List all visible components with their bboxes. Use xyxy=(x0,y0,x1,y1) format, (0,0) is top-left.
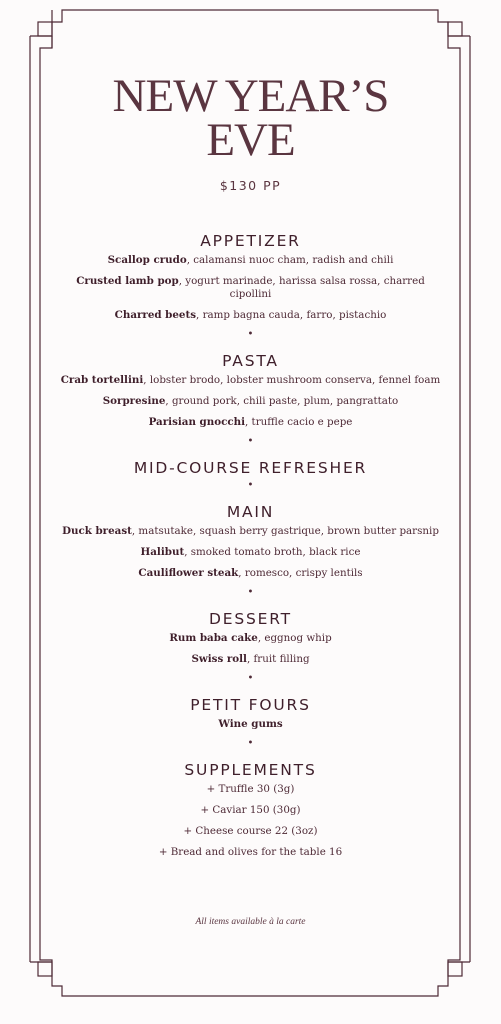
section-heading: MAIN xyxy=(226,503,275,521)
menu-item xyxy=(30,254,471,267)
menu-item xyxy=(30,825,471,838)
menu-item xyxy=(30,567,471,580)
title-line-1: NEW YEAR’S xyxy=(112,70,389,122)
menu-item xyxy=(30,653,471,666)
menu-item-description: + Cheese course 22 (3oz) xyxy=(183,825,318,837)
menu-item xyxy=(30,309,471,322)
menu-item-description: , ground pork, chili paste, plum, pangrattato xyxy=(165,395,399,407)
menu-item-name: Parisian gnocchi xyxy=(148,416,246,428)
menu-title xyxy=(30,70,471,166)
menu-item xyxy=(30,275,471,301)
menu-item-name: Cauliflower steak xyxy=(138,567,239,579)
menu-item-description: , fruit filling xyxy=(246,653,310,665)
section-separator: • xyxy=(247,329,254,340)
title-line-2: EVE xyxy=(206,114,295,166)
menu-item-description: , truffle cacio e pepe xyxy=(245,416,353,428)
menu-item-name: Rum baba cake xyxy=(169,632,258,644)
section-separator: • xyxy=(247,436,254,447)
menu-section xyxy=(30,610,471,684)
section-heading: PASTA xyxy=(222,352,279,370)
menu-section xyxy=(30,459,471,491)
menu-section xyxy=(30,761,471,859)
menu-item-description: , romesco, crispy lentils xyxy=(238,567,363,579)
menu-item-description: + Bread and olives for the table 16 xyxy=(158,846,343,858)
menu-item-description: , matsutake, squash berry gastrique, brown butter parsnip xyxy=(131,525,439,537)
menu-item-name: Swiss roll xyxy=(191,653,247,665)
menu-item-name: Charred beets xyxy=(114,309,197,321)
menu-section xyxy=(30,503,471,598)
menu-item-name: Duck breast xyxy=(62,525,132,537)
menu-item xyxy=(30,395,471,408)
menu-item xyxy=(30,804,471,817)
menu-item-description: , lobster brodo, lobster mushroom conserva, fennel foam xyxy=(143,374,441,386)
menu-item xyxy=(30,718,471,731)
menu-item-name: Crab tortellini xyxy=(60,374,144,386)
menu-item-name: Scallop crudo xyxy=(107,254,187,266)
menu-item-description: + Caviar 150 (30g) xyxy=(200,804,301,816)
menu-item-description: , calamansi nuoc cham, radish and chili xyxy=(186,254,394,266)
section-heading: SUPPLEMENTS xyxy=(184,761,317,779)
section-separator: • xyxy=(247,480,254,491)
section-heading: MID-COURSE REFRESHER xyxy=(133,459,368,477)
menu-section xyxy=(30,696,471,749)
menu-section xyxy=(30,232,471,340)
menu-item-description: , smoked tomato broth, black rice xyxy=(184,546,361,558)
menu-item xyxy=(30,525,471,538)
section-heading: PETIT FOURS xyxy=(190,696,311,714)
menu-item-name: Sorpresine xyxy=(102,395,166,407)
section-separator: • xyxy=(247,738,254,749)
menu-item xyxy=(30,632,471,645)
menu-item-description: , yogurt marinade, harissa salsa rossa, charred cipollini xyxy=(178,275,425,300)
menu-item xyxy=(30,846,471,859)
menu-item xyxy=(30,546,471,559)
menu-item-description: , ramp bagna cauda, farro, pistachio xyxy=(196,309,387,321)
section-heading: APPETIZER xyxy=(200,232,301,250)
menu-item-description: , eggnog whip xyxy=(257,632,332,644)
footer-note: All items available à la carte xyxy=(195,917,306,927)
menu-sections xyxy=(30,232,471,867)
menu-item-description: + Truffle 30 (3g) xyxy=(206,783,295,795)
section-separator: • xyxy=(247,673,254,684)
menu-price: $130 PP xyxy=(219,178,282,193)
menu-item xyxy=(30,416,471,429)
menu-item-name: Wine gums xyxy=(218,718,283,730)
section-separator: • xyxy=(247,587,254,598)
section-heading: DESSERT xyxy=(209,610,292,628)
menu-item xyxy=(30,374,471,387)
menu-item xyxy=(30,783,471,796)
menu-item-name: Crusted lamb pop xyxy=(76,275,179,287)
menu-item-name: Halibut xyxy=(140,546,185,558)
menu-section xyxy=(30,352,471,447)
